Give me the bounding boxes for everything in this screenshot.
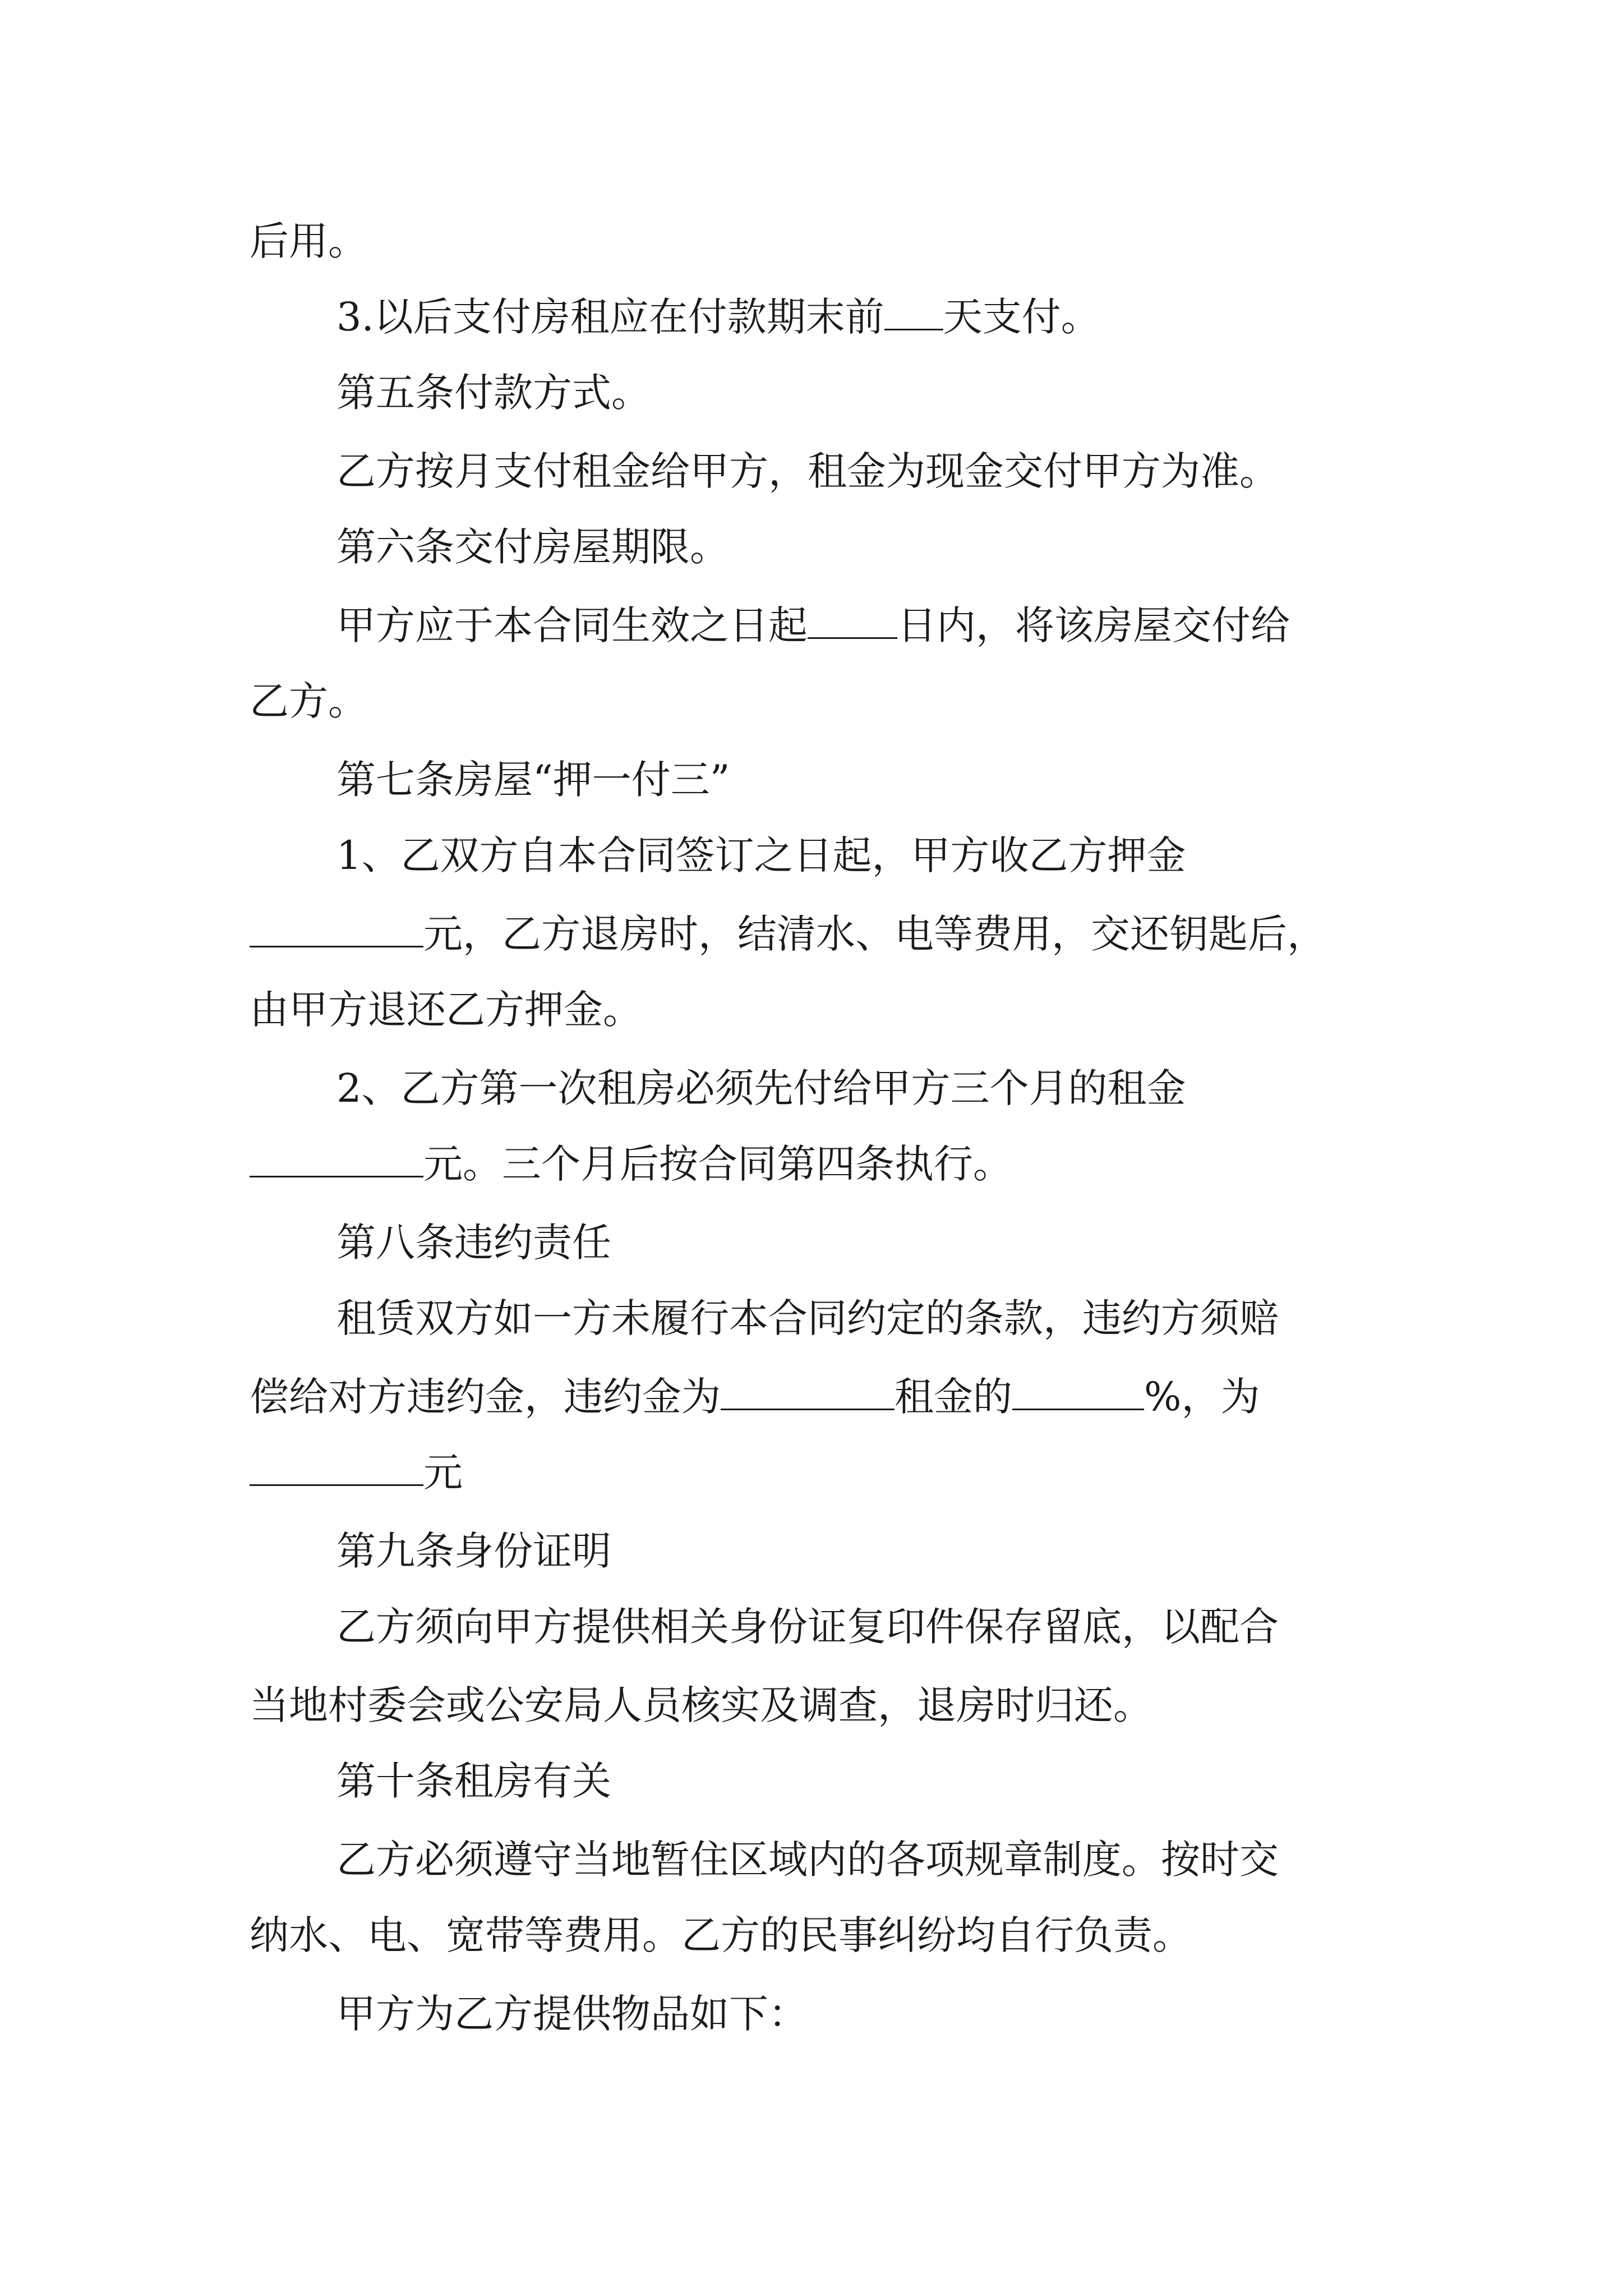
text-span: 3.以后支付房租应在付款期末前: [336, 294, 884, 340]
text-line: [250, 1444, 463, 1501]
text-span: 元。三个月后按合同第四条执行。: [423, 1141, 1012, 1187]
section-heading: [336, 1214, 611, 1271]
text-line: [336, 1986, 808, 2042]
text-span: 元，乙方退房时，结清水、电等费用，交还钥匙后，: [423, 911, 1326, 957]
text-span: 租金的: [895, 1374, 1012, 1420]
section-heading: [336, 365, 651, 421]
text-span: 租赁双方如一方未履行本合同约定的条款，违约方须赔: [336, 1295, 1279, 1341]
text-line: [336, 289, 1100, 345]
text-line: [250, 1907, 1192, 1963]
text-line: [250, 906, 1326, 962]
text-span: 由甲方退还乙方押金。: [250, 987, 642, 1033]
text-line: [250, 1677, 1152, 1733]
text-span: 当地村委会或公安局人员核实及调查，退房时归还。: [250, 1682, 1152, 1728]
text-span: 第六条交付房屋期限。: [336, 524, 729, 570]
text-span: 甲方应于本合同生效之日起: [336, 602, 808, 648]
text-span: 第五条付款方式。: [336, 370, 651, 416]
text-line: [336, 1832, 1279, 1888]
text-span: 甲方为乙方提供物品如下：: [336, 1991, 808, 2037]
text-span: 乙方须向甲方提供相关身份证复印件保存留底，以配合: [336, 1604, 1279, 1650]
text-span: 第七条房屋“押一付三”: [336, 757, 730, 803]
text-span: 乙方。: [250, 678, 367, 724]
text-line: [250, 1369, 1260, 1425]
text-line: [250, 213, 367, 269]
text-line: [336, 597, 1290, 654]
text-line: [250, 982, 642, 1038]
text-span: 乙方必须遵守当地暂住区域内的各项规章制度。按时交: [336, 1837, 1279, 1883]
text-span: 乙方按月支付租金给甲方，租金为现金交付甲方为准。: [336, 448, 1279, 494]
text-line: [336, 1060, 1186, 1116]
text-line: [336, 827, 1186, 884]
text-span: 第八条违约责任: [336, 1220, 611, 1266]
text-span: 后用。: [250, 218, 367, 264]
section-heading: [336, 519, 729, 575]
text-span: 纳水、电、宽带等费用。乙方的民事纠纷均自行负责。: [250, 1912, 1192, 1958]
section-heading: [336, 1753, 611, 1809]
blank-underline: [1012, 1374, 1144, 1410]
text-line: [250, 1136, 1012, 1192]
section-heading: [336, 752, 730, 808]
blank-underline: [250, 911, 423, 947]
text-line: [250, 673, 367, 729]
text-line: [336, 1290, 1279, 1346]
text-span: 2、乙方第一次租房必须先付给甲方三个月的租金: [336, 1065, 1186, 1111]
blank-underline: [808, 602, 897, 639]
text-span: 第十条租房有关: [336, 1758, 611, 1804]
text-line: [336, 1599, 1279, 1655]
text-span: 第九条身份证明: [336, 1528, 611, 1574]
text-span: 偿给对方违约金，违约金为: [250, 1374, 721, 1420]
text-span: 1、乙双方自本合同签订之日起，甲方收乙方押金: [336, 832, 1186, 878]
text-span: 日内，将该房屋交付给: [897, 602, 1290, 648]
text-span: %，为: [1144, 1374, 1260, 1420]
section-heading: [336, 1523, 611, 1579]
blank-underline: [250, 1141, 423, 1177]
blank-underline: [884, 294, 943, 330]
text-span: 元: [423, 1450, 463, 1496]
blank-underline: [250, 1450, 423, 1486]
blank-underline: [721, 1374, 895, 1410]
text-line: [336, 443, 1279, 499]
text-span: 天支付。: [943, 294, 1100, 340]
